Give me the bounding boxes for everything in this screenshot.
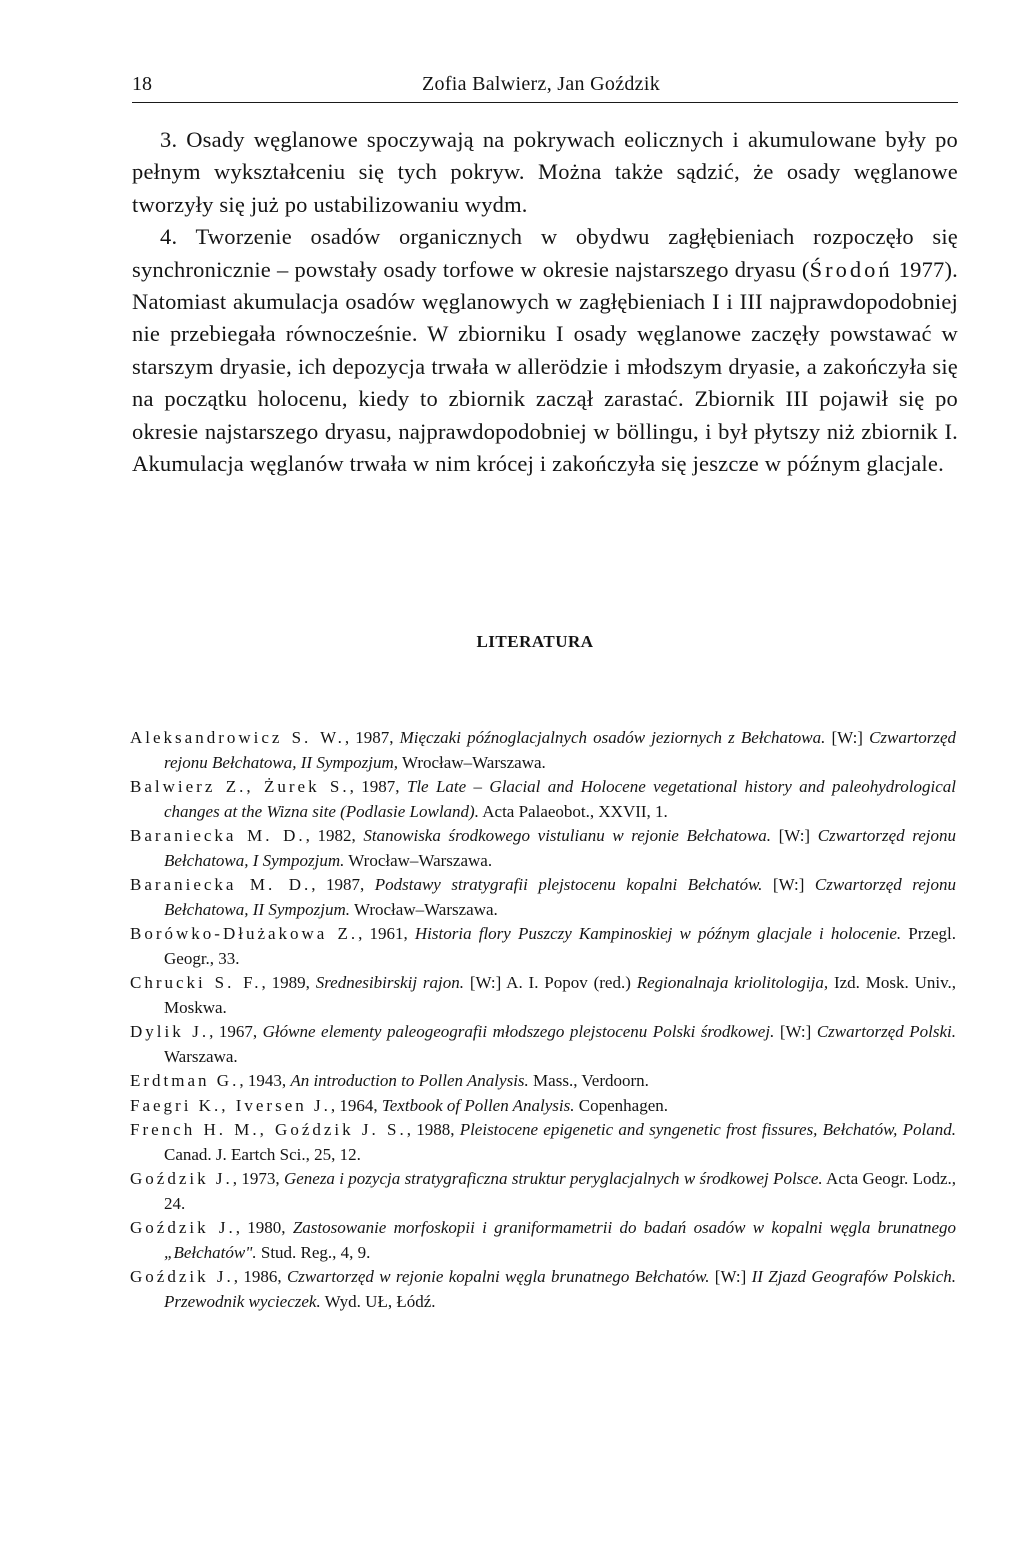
literature-heading: LITERATURA <box>476 632 594 651</box>
reference-authors: French H. M., Goździk J. S. <box>130 1120 407 1139</box>
reference-source: Copenhagen. <box>574 1095 668 1115</box>
reference-volume: Czwartorzęd rejonu Bełchatowa, II Sympozjum, <box>164 728 956 772</box>
reference-item <box>130 726 956 775</box>
reference-authors: Aleksandrowicz S. W. <box>130 728 345 747</box>
reference-authors: Erdtman G. <box>130 1071 240 1090</box>
reference-volume: Regionalnaja kriolitologija, <box>636 973 829 992</box>
header-authors: Zofia Balwierz, Jan Goździk <box>422 73 661 95</box>
reference-volume: Czwartorzęd rejonu Bełchatowa, I Sympozjum. <box>164 826 957 870</box>
reference-year: , 1967, <box>209 1022 263 1041</box>
reference-volume: Czwartorzęd rejonu Bełchatowa, II Sympozjum. <box>164 875 956 919</box>
reference-publisher: Wrocław–Warszawa. <box>398 752 546 772</box>
reference-item <box>130 775 956 824</box>
reference-title: Geneza i pozycja stratygraficzna struktur peryglacjalnych w środkowej Polsce. <box>283 1169 823 1188</box>
reference-item <box>130 1118 956 1167</box>
reference-title: Stanowiska środkowego vistulianu w rejonie Bełchatowa. <box>363 826 771 845</box>
running-head <box>132 72 958 96</box>
reference-year: , 1964, <box>330 1095 382 1115</box>
reference-title: Pleistocene epigenetic and syngenetic frost fissures, Bełchatów, Poland. <box>459 1120 957 1139</box>
reference-item <box>130 922 956 971</box>
reference-year: , 1987, <box>349 777 407 796</box>
reference-item <box>130 1216 956 1265</box>
reference-year: , 1987, <box>311 875 375 894</box>
reference-title: Czwartorzęd w rejonie kopalni węgla brunatnego Bełchatów. <box>286 1267 710 1286</box>
reference-item <box>130 1265 956 1314</box>
reference-year: , 1987, <box>344 728 400 747</box>
reference-source: [W:] <box>825 728 870 747</box>
reference-title: Textbook of Pollen Analysis. <box>381 1095 575 1115</box>
reference-source: [W:] <box>770 826 818 845</box>
reference-item <box>130 1167 956 1216</box>
reference-source: Canad. J. Eartch Sci., 25, 12. <box>164 1144 361 1164</box>
reference-authors: Baraniecka M. D. <box>130 875 312 894</box>
reference-title: Zastosowanie morfoskopii i graniformametrii do badań osadów w kopalni węgla brunatnego „Bełchatów". <box>164 1218 956 1262</box>
citation-srodon: Środoń <box>809 256 893 282</box>
reference-source: Acta Geogr. Lodz., 24. <box>164 1169 957 1213</box>
reference-authors: Baraniecka M. D. <box>130 826 306 845</box>
reference-year: , 1988, <box>406 1120 460 1139</box>
reference-source: [W:] <box>762 875 815 894</box>
reference-year: , 1980, <box>235 1218 293 1237</box>
reference-authors: Faegri K., Iversen J. <box>130 1095 331 1115</box>
reference-year: , 1986, <box>233 1267 287 1286</box>
paragraph-4 <box>132 221 958 480</box>
reference-source: [W:] A. I. Popov (red.) <box>463 973 637 992</box>
header-rule <box>132 102 958 103</box>
paragraph-4-end: 1977). Natomiast akumulacja osadów węglanowych w zagłębieniach I i III najprawdopodobniej nie przebiegała równocześnie. W zbiorniku I osady węglanowe zaczęły powstawać w starszym dryasie, ich depozycja trwała w allerödzie i młodszym dryasie, a zakończyła się na początku holocenu, kiedy to zbiornik zaczął zarastać. Zbiornik III pojawił się po okresie najstarszego dryasu, najprawdopodobniej w böllingu, i był płytszy niż zbiornik I. Akumulacja węglanów trwała w nim krócej i zakończyła się jeszcze w późnym glacjale. <box>132 256 958 477</box>
reference-title: Historia flory Puszczy Kampinoskiej w późnym glacjale i holocenie. <box>414 924 902 943</box>
reference-publisher: Warszawa. <box>164 1046 238 1066</box>
reference-title: An introduction to Pollen Analysis. <box>290 1071 529 1090</box>
reference-item <box>130 1020 956 1069</box>
paragraph-4-start: 4. Tworzenie osadów organicznych w obydwu zagłębieniach rozpoczęło się synchronicznie – powstały osady torfowe w okresie najstarszego dryasu ( <box>132 224 958 282</box>
reference-authors: Goździk J. <box>130 1169 233 1188</box>
reference-year: , 1961, <box>358 924 415 943</box>
reference-volume: Czwartorzęd Polski. <box>816 1022 956 1041</box>
reference-authors: Balwierz Z., Żurek S. <box>130 777 350 796</box>
reference-title: Podstawy stratygrafii plejstocenu kopalni Bełchatów. <box>374 875 763 894</box>
reference-authors: Chrucki S. F. <box>130 973 262 992</box>
reference-source: [W:] <box>774 1022 817 1041</box>
reference-source: Acta Palaeobot., XXVII, 1. <box>478 801 668 821</box>
reference-authors: Goździk J. <box>130 1218 236 1237</box>
reference-year: , 1989, <box>261 973 316 992</box>
reference-item <box>130 1094 956 1119</box>
reference-publisher: Wyd. UŁ, Łódź. <box>320 1291 436 1311</box>
reference-source: Mass., Verdoorn. <box>528 1071 649 1090</box>
reference-title: Główne elementy paleogeografii młodszego plejstocenu Polski środkowej. <box>262 1022 775 1041</box>
body-text <box>132 124 958 480</box>
reference-publisher: Izd. Mosk. Univ., Moskwa. <box>164 973 956 1017</box>
reference-title: Mięczaki późnoglacjalnych osadów jeziornych z Bełchatowa. <box>399 728 826 747</box>
reference-authors: Dylik J. <box>130 1022 210 1041</box>
reference-year: , 1973, <box>232 1169 284 1188</box>
reference-source: Przegl. Geogr., 33. <box>164 924 956 968</box>
reference-year: , 1982, <box>305 826 364 845</box>
reference-title: Srednesibirskij rajon. <box>315 973 464 992</box>
reference-source: [W:] <box>709 1267 752 1286</box>
page-number: 18 <box>132 73 152 95</box>
reference-item <box>130 1069 956 1094</box>
reference-item <box>130 824 956 873</box>
reference-authors: Goździk J. <box>130 1267 234 1286</box>
reference-list <box>130 726 956 1314</box>
reference-volume: II Zjazd Geografów Polskich. Przewodnik wycieczek. <box>164 1267 956 1311</box>
reference-publisher: Wrocław–Warszawa. <box>350 899 498 919</box>
reference-title: Tle Late – Glacial and Holocene vegetational history and paleohydrological changes at the Wizna site (Podlasie Lowland). <box>164 777 956 821</box>
reference-item <box>130 873 956 922</box>
reference-year: , 1943, <box>239 1071 291 1090</box>
reference-source: Stud. Reg., 4, 9. <box>256 1242 371 1262</box>
reference-authors: Borówko-Dłużakowa Z. <box>130 924 359 943</box>
reference-publisher: Wrocław–Warszawa. <box>344 850 493 870</box>
reference-item <box>130 971 956 1020</box>
paragraph-3: 3. Osady węglanowe spoczywają na pokrywach eolicznych i akumulowane były po pełnym wykształceniu się tych pokryw. Można także sądzić, że osady węglanowe tworzyły się już po ustabilizowaniu wydm. <box>132 127 958 217</box>
